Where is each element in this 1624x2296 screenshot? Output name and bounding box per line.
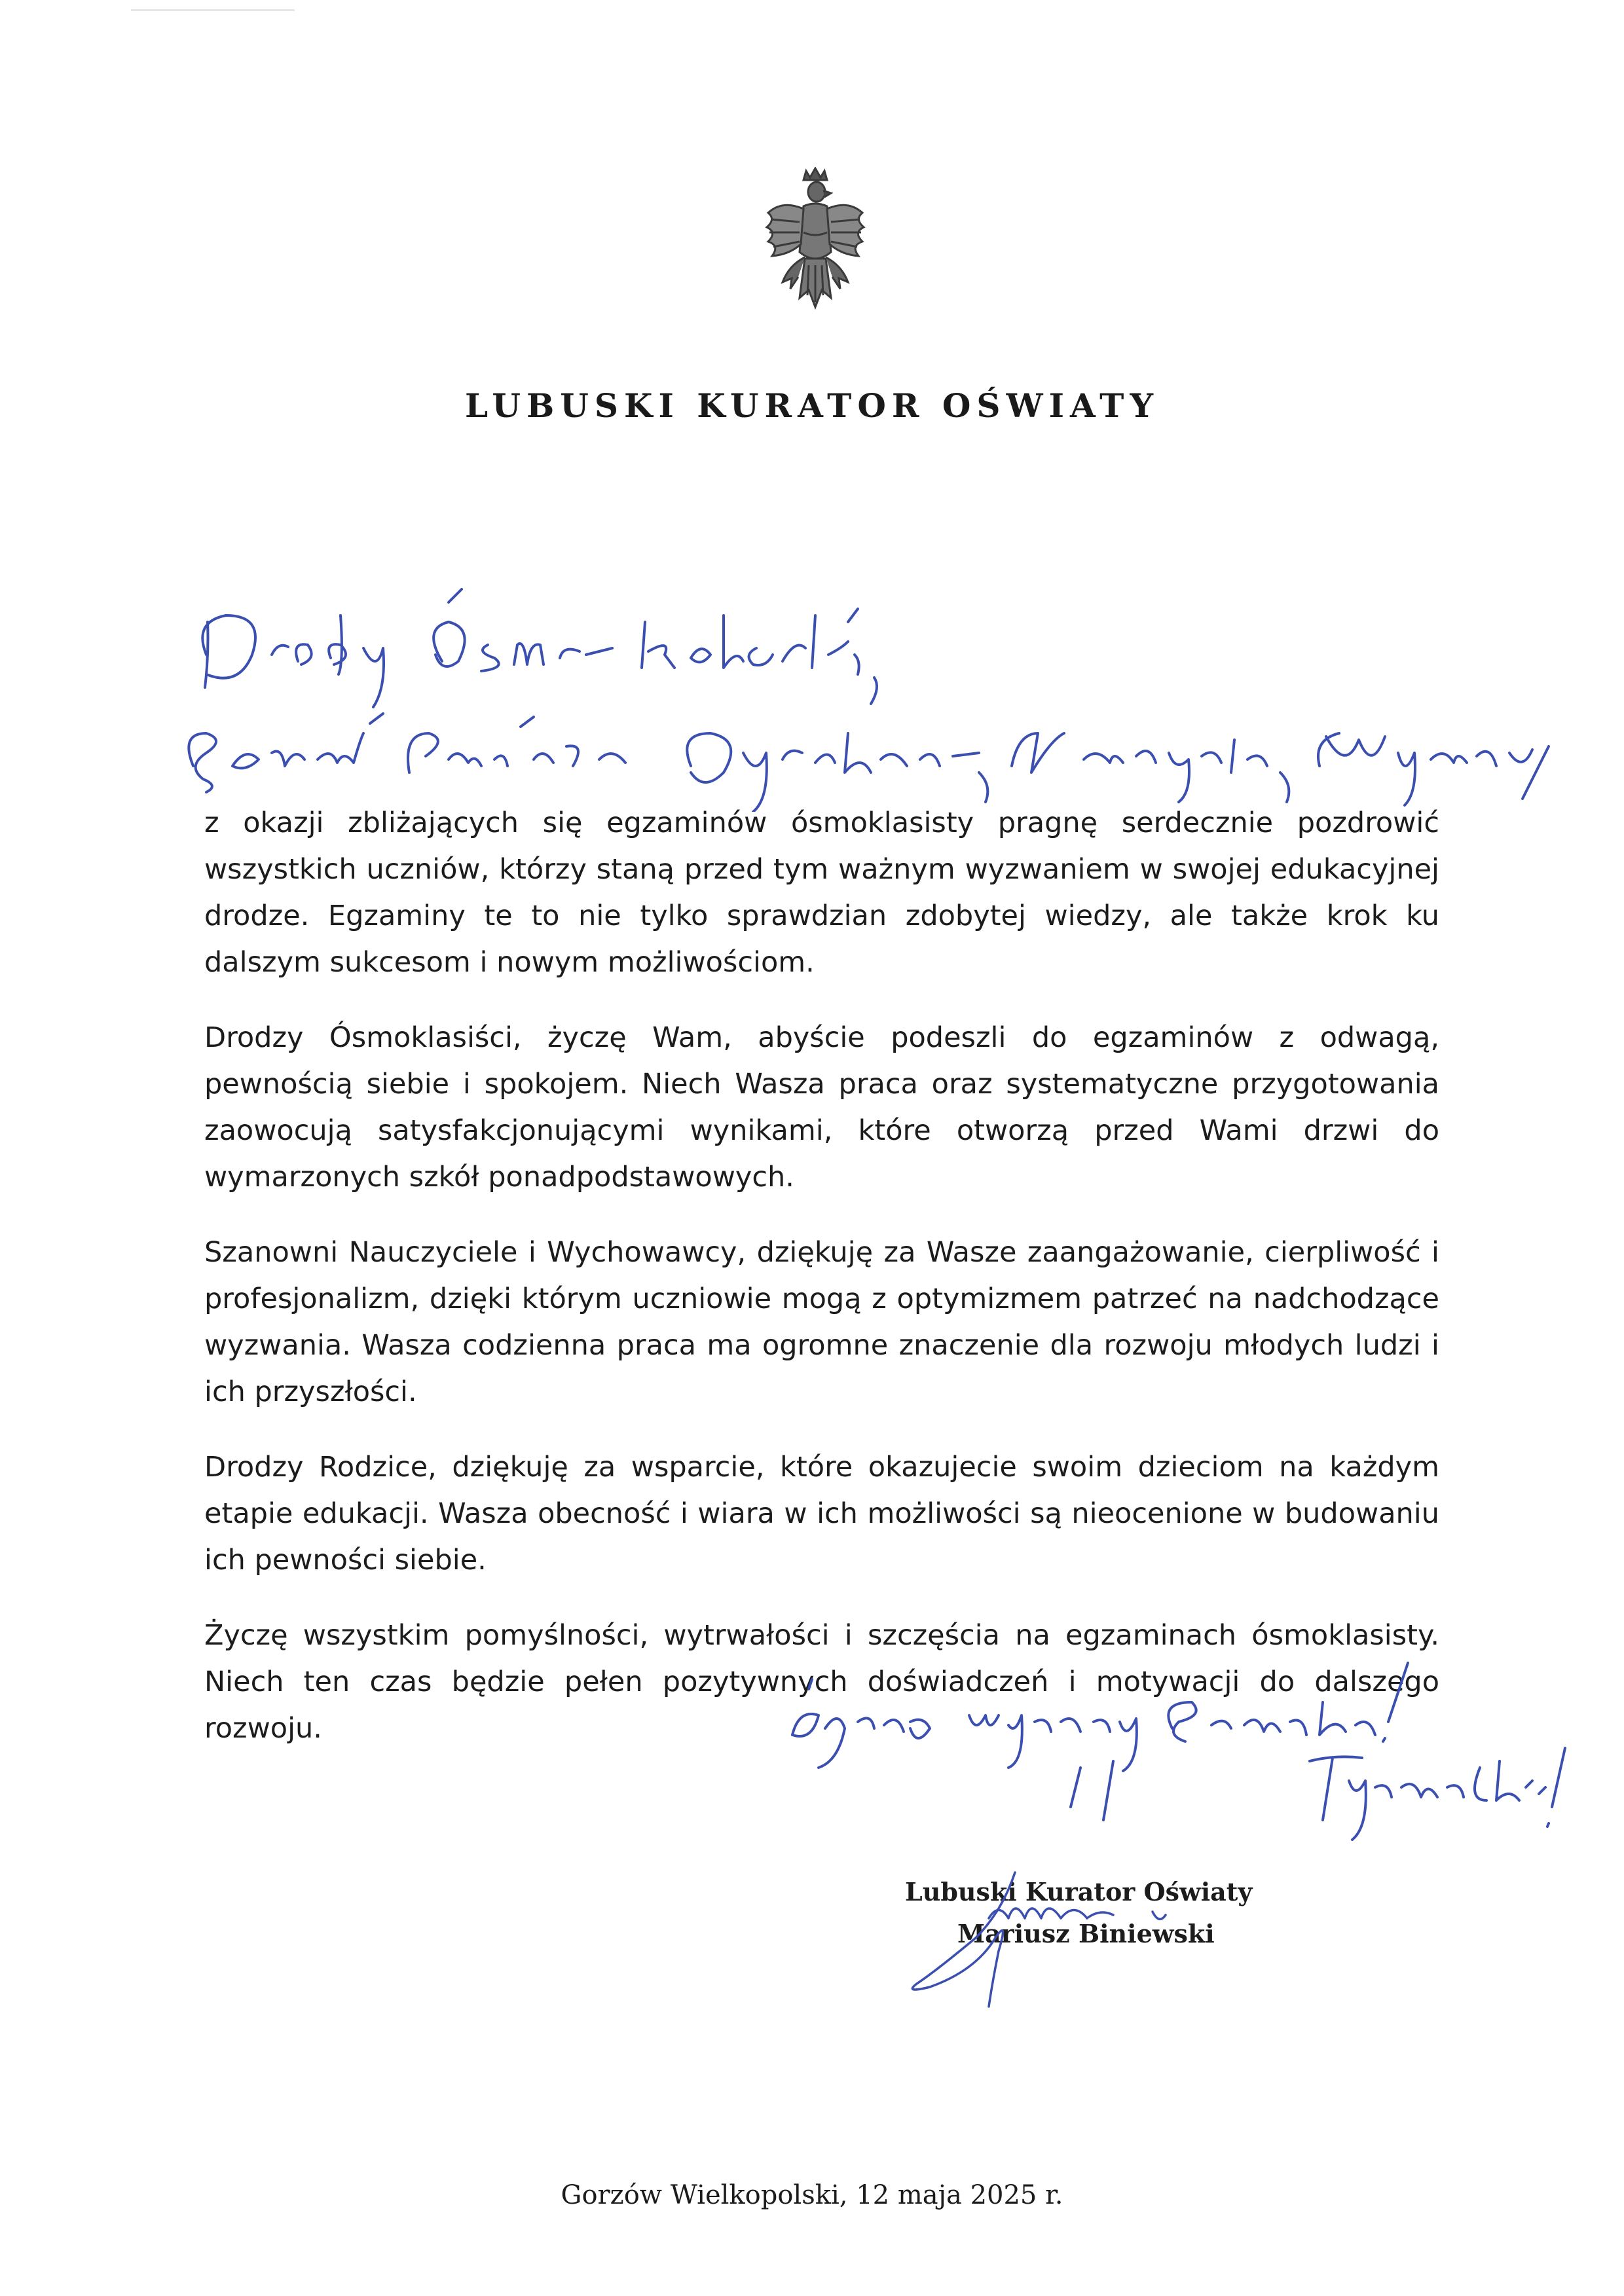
signatory-title: Lubuski Kurator Oświaty	[905, 1877, 1253, 1906]
handwritten-greeting	[167, 576, 1568, 812]
place-and-date: Gorzów Wielkopolski, 12 maja 2025 r.	[561, 2180, 1063, 2210]
handwritten-closing	[773, 1650, 1578, 1846]
signatory-name: Mariusz Biniewski	[957, 1919, 1215, 1948]
polish-white-eagle-emblem	[763, 167, 868, 337]
handwritten-signature	[877, 1853, 1244, 2010]
letterhead-title: LUBUSKI KURATOR OŚWIATY	[464, 386, 1160, 425]
scan-mark	[131, 9, 295, 11]
body-paragraph-1: z okazji zbliżających się egzaminów ósmoklasisty pragnę serdecznie pozdrowić wszystkich uczniów, którzy staną przed tym ważnym wyzwaniem w swojej edukacyjnej drodze. Egzaminy te to nie tylko sprawdzian zdobytej wiedzy, ale także krok ku dalszym sukcesom i nowym możliwościom.	[204, 807, 1439, 979]
body-paragraph-5: Życzę wszystkim pomyślności, wytrwałości i szczęścia na egzaminach ósmoklasisty. Niech ten czas będzie pełen pozytywnych doświadczeń i motywacji do dalszego rozwoju.	[204, 1619, 1439, 1745]
body-paragraph-3: Szanowni Nauczyciele i Wychowawcy, dziękuję za Wasze zaangażowanie, cierpliwość i profesjonalizm, dzięki którym uczniowie mogą z optymizmem patrzeć na nadchodzące wyzwania. Wasza codzienna praca ma ogromne znaczenie dla rozwoju młodych ludzi i ich przyszłości.	[204, 1236, 1439, 1408]
body-paragraph-4: Drodzy Rodzice, dziękuję za wsparcie, które okazujecie swoim dzieciom na każdym etapie edukacji. Wasza obecność i wiara w ich możliwości są nieocenione w budowaniu ich pewności siebie.	[204, 1451, 1439, 1576]
body-paragraph-2: Drodzy Ósmoklasiści, życzę Wam, abyście podeszli do egzaminów z odwagą, pewnością siebie i spokojem. Niech Wasza praca oraz systematyczne przygotowania zaowocują satysfakcjonującymi wynikami, które otworzą przed Wami drzwi do wymarzonych szkół ponadpodstawowych.	[204, 1021, 1439, 1194]
letter-body	[204, 800, 1439, 1781]
